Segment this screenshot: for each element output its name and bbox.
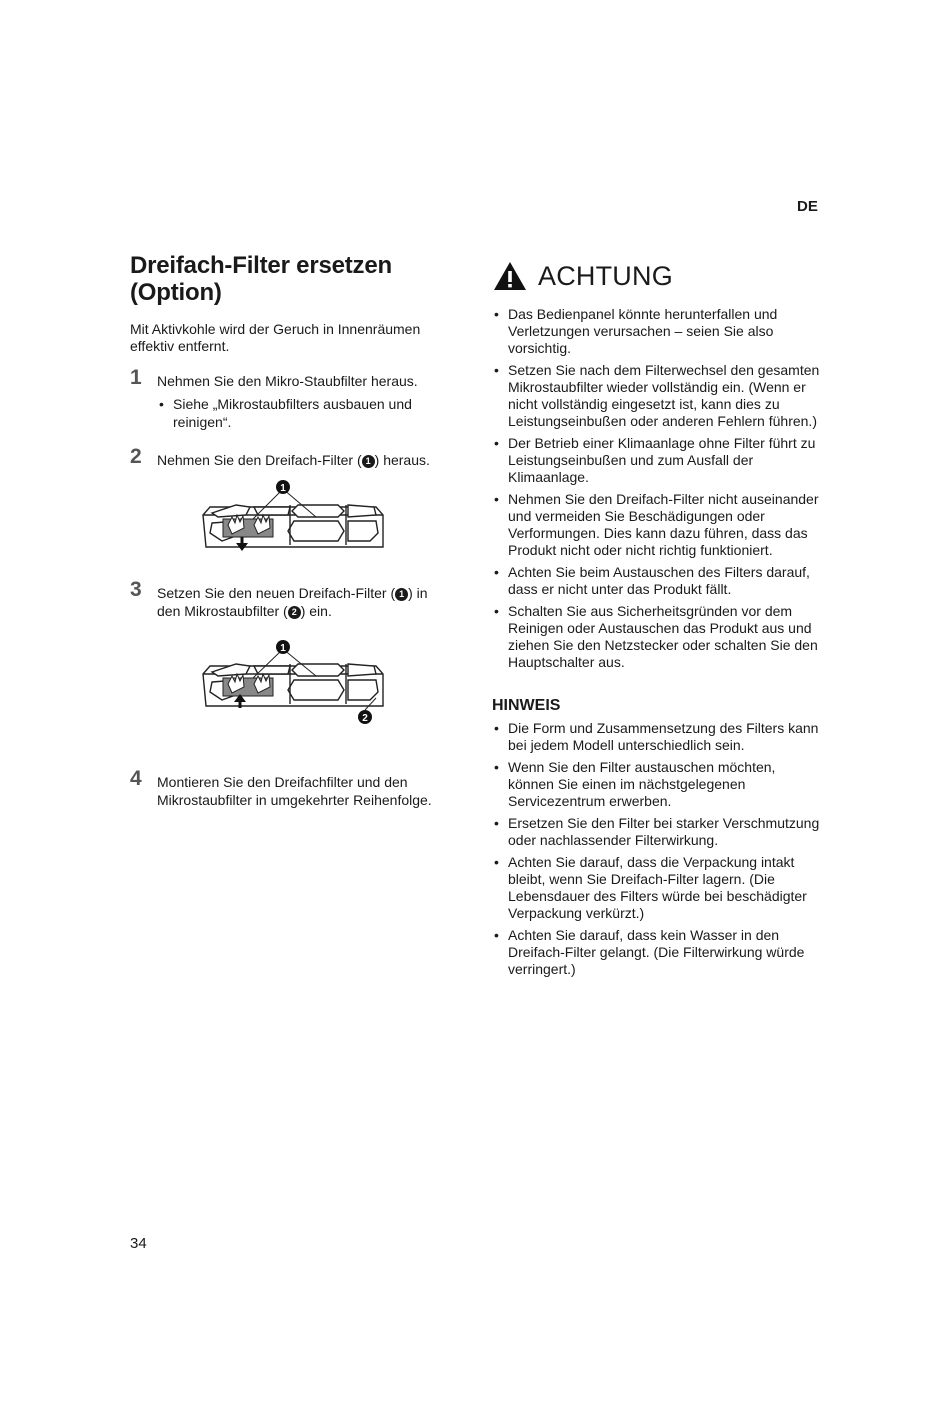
filter-insertion-illustration (198, 636, 388, 728)
step-text-part: Setzen Sie den neuen Dreifach-Filter ( (157, 585, 396, 601)
filter-removal-illustration (198, 475, 388, 555)
warning-header (492, 258, 822, 294)
page-number: 34 (130, 1235, 147, 1252)
callout-label: 1 (280, 483, 286, 494)
marker-2-icon: 2 (288, 606, 301, 619)
callout-label: 1 (280, 643, 286, 654)
marker-1-icon: 1 (395, 588, 408, 601)
list-item: • Nehmen Sie den Dreifach-Filter nicht auseinander und vermeiden Sie Beschädigungen oder Verformungen. Dies kann dazu führen, dass das Produkt nicht oder nicht richtig funktioniert. (492, 491, 822, 559)
step-4 (130, 767, 450, 809)
step-2 (130, 445, 450, 469)
language-label: DE (797, 198, 818, 215)
list-item: • Achten Sie darauf, dass die Verpackung intakt bleibt, wenn Sie Dreifach-Filter lagern. (Die Lebensdauer des Filters würde bei beschädigter Verpackung verkürzt.) (492, 854, 822, 922)
page-title: Dreifach-Filter ersetzen (Option) (130, 252, 392, 306)
step-number: 1 (130, 366, 142, 389)
warning-title: ACHTUNG (538, 260, 673, 291)
step-text (157, 451, 450, 469)
warning-triangle-icon (492, 260, 528, 292)
note-title: HINWEIS (492, 697, 561, 714)
list-item: • Schalten Sie aus Sicherheitsgründen vor dem Reinigen oder Austauschen das Produkt aus und ziehen Sie den Netzstecker oder schalten Sie den Hauptschalter aus. (492, 603, 822, 671)
step-text-part: ) in den Mikrostaubfilter ( (157, 585, 428, 619)
note-list (492, 720, 822, 978)
marker-1-icon: 1 (362, 455, 375, 468)
step-text: Montieren Sie den Dreifachfilter und den Mikrostaubfilter in umgekehrter Reihenfolge. (157, 774, 432, 808)
list-item: • Achten Sie darauf, dass kein Wasser in den Dreifach-Filter gelangt. (Die Filterwirkung würde verringert.) (492, 927, 822, 978)
step-text (157, 584, 450, 620)
step-1 (130, 366, 450, 431)
callout-label: 2 (362, 713, 368, 724)
list-item: • Setzen Sie nach dem Filterwechsel den gesamten Mikrostaubfilter wieder vollständig ein. (Wenn er nicht vollständig eingesetzt ist, kann dies zu Leistungseinbußen oder anderen Fehlern führen.) (492, 362, 822, 430)
step-text-part: ) ein. (300, 603, 332, 619)
warning-list (492, 306, 822, 671)
step-number: 2 (130, 445, 142, 468)
left-column (130, 252, 450, 355)
step-subpoint: • Siehe „Mikrostaubfilters ausbauen und reinigen“. (173, 395, 450, 431)
list-item: • Der Betrieb einer Klimaanlage ohne Filter führt zu Leistungseinbußen und zum Ausfall der Klimaanlage. (492, 435, 822, 486)
step-text: Nehmen Sie den Mikro-Staubfilter heraus. (157, 373, 418, 389)
step-text-part: ) heraus. (374, 452, 430, 468)
list-item: • Das Bedienpanel könnte herunterfallen und Verletzungen verursachen – seien Sie also vorsichtig. (492, 306, 822, 357)
step-number: 3 (130, 578, 142, 601)
list-item: • Die Form und Zusammensetzung des Filters kann bei jedem Modell unterschiedlich sein. (492, 720, 822, 754)
list-item: • Ersetzen Sie den Filter bei starker Verschmutzung oder nachlassender Filterwirkung. (492, 815, 822, 849)
right-column (492, 258, 822, 983)
intro-text: Mit Aktivkohle wird der Geruch in Innenräumen effektiv entfernt. (130, 321, 421, 354)
step-text-part: Nehmen Sie den Dreifach-Filter ( (157, 452, 362, 468)
step-number: 4 (130, 767, 142, 790)
list-item: • Achten Sie beim Austauschen des Filters darauf, dass er nicht unter das Produkt fällt. (492, 564, 822, 598)
list-item: • Wenn Sie den Filter austauschen möchten, können Sie einen im nächstgelegenen Servicezentrum erwerben. (492, 759, 822, 810)
step-3 (130, 578, 450, 620)
